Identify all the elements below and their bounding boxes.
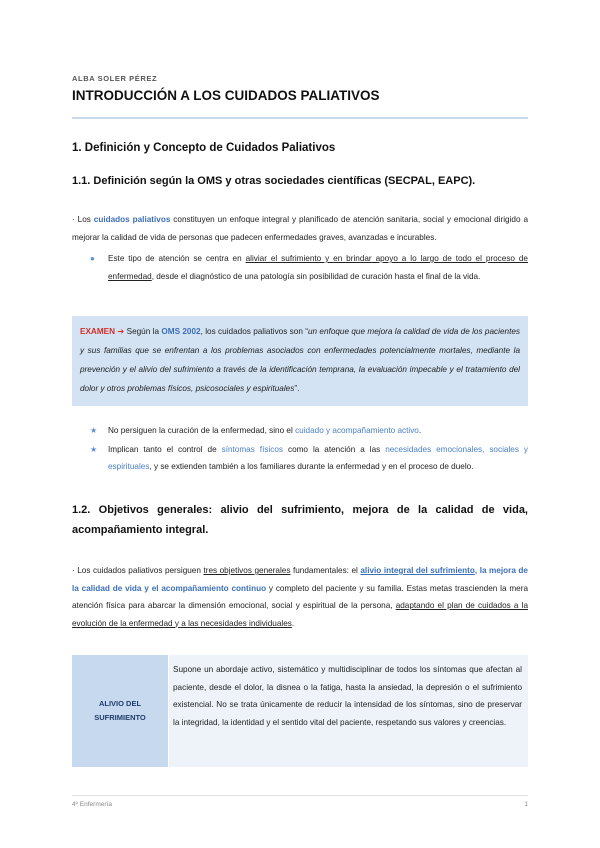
objectives-table — [72, 655, 528, 767]
objective-label — [94, 697, 146, 725]
obj-bold2: la mejora de la calidad de vida — [72, 566, 528, 593]
author-name: ALBA SOLER PÉREZ — [72, 74, 158, 83]
intro-prefix: · Los — [72, 215, 94, 224]
exam-pre: Según la — [126, 327, 162, 336]
star2-end: , y se extienden también a los familiares durante la enfermedad y en el proceso de duelo. — [149, 462, 474, 471]
objectives-table-label-cell — [72, 655, 168, 767]
exam-source: OMS 2002 — [161, 327, 201, 336]
star1-term: cuidado y acompañamiento activo — [295, 426, 419, 435]
bullet1-underlined: aliviar el sufrimiento y en brindar apoyo a lo largo de todo el proceso de enfermedad — [108, 254, 528, 281]
exam-label: EXAMEN — [80, 327, 116, 336]
obj-end: . — [291, 618, 295, 628]
objectives-table-description-cell — [169, 655, 528, 767]
star-bullets — [90, 422, 528, 476]
objectives-paragraph — [72, 562, 528, 632]
objective-description: Supone un abordaje activo, sistemático y multidisciplinar de todos los síntomas que afectan al paciente, desde el dolor, la disnea o la fatiga, hasta la ansiedad, la depresión o el sufrimiento existencial. No se trata únicamente de reducir la intensidad de los síntomas, sino de preservar la integridad, la identidad y el sentido vital del paciente, respetando sus valores y creencias. — [173, 665, 522, 727]
obj-bold3: el acompañamiento continuo — [151, 583, 267, 593]
arrow-right-icon: ➔ — [115, 327, 127, 336]
title-divider — [72, 117, 528, 119]
list-item — [90, 422, 528, 440]
footer-course: 4º Enfermería — [72, 801, 112, 808]
exam-callout-box — [72, 316, 528, 406]
star1-prefix: No persiguen la curación de la enfermedad, sino el — [108, 426, 296, 435]
footer-divider — [72, 795, 528, 796]
definition-bullets — [90, 250, 528, 285]
intro-paragraph — [72, 211, 528, 246]
exam-quote: un enfoque que mejora la calidad de vida de los pacientes y sus familias que se enfrentan a los problemas asociados con enfermedades potencialmente mortales, mediante la prevención y el alivio del sufrimiento a través de la identificación temprana, la evaluación impecable y el tratamiento del dolor y otros problemas físicos, psicosociales y espirituales — [80, 327, 520, 393]
bullet1-prefix: Este tipo de atención se centra en — [108, 254, 246, 263]
obj-mid1: fundamentales: el — [290, 566, 361, 575]
exam-callout-text — [80, 322, 520, 398]
obj-sep2: y — [141, 583, 152, 593]
star-bullet-icon: ★ — [90, 444, 98, 454]
objective-label-line2: SUFRIMIENTO — [94, 713, 146, 722]
term-cuidados-paliativos: cuidados paliativos — [93, 215, 171, 224]
obj-underlined1: tres objetivos generales — [203, 566, 291, 575]
star1-end: . — [418, 426, 422, 435]
intro-rest: constituyen un enfoque integral y planificado de atención sanitaria, social y emocional dirigido a mejorar la calidad de vida de personas que padecen enfermedades graves, avanzadas e incurables. — [72, 215, 528, 242]
obj-sep1: , — [474, 566, 480, 575]
subsection-heading-1-1: 1.1. Definición según la OMS y otras sociedades científicas (SECPAL, EAPC). — [72, 175, 476, 187]
star-bullet-icon: ★ — [90, 426, 98, 435]
exam-mid: , los cuidados paliativos son “ — [200, 327, 308, 336]
section-heading-1: 1. Definición y Concepto de Cuidados Paliativos — [72, 142, 336, 154]
star2-mid: como la atención a las — [283, 444, 386, 454]
objective-label-line1: ALIVIO DEL — [98, 699, 142, 708]
bullet-dot-icon: ● — [90, 254, 95, 263]
star2-term1: síntomas físicos — [221, 444, 283, 454]
star2-term2: necesidades emocionales, sociales y espirituales — [108, 444, 528, 471]
obj-bold1: alivio integral del sufrimiento — [360, 566, 475, 575]
star2-prefix: Implican tanto el control de — [108, 444, 222, 454]
subsection-heading-1-2: 1.2. Objetivos generales: alivio del sufrimiento, mejora de la calidad de vida, acompañamiento integral. — [72, 504, 528, 536]
obj-underlined2: adaptando el plan de cuidados a la evolución de la enfermedad y a las necesidades individuales — [72, 601, 528, 628]
bullet1-rest: , desde el diagnóstico de una patología sin posibilidad de curación hasta el final de la vida. — [151, 271, 481, 281]
obj-prefix: · Los cuidados paliativos persiguen — [72, 566, 204, 575]
footer-page-number: 1 — [524, 801, 528, 808]
list-item — [90, 250, 528, 285]
obj-mid2: y completo del paciente y su familia. Estas metas trascienden la mera atención física para abarcar la dimensión emocional, social y espiritual de la persona, — [72, 583, 529, 610]
exam-end: ”. — [294, 384, 300, 393]
list-item — [90, 441, 528, 476]
document-title: INTRODUCCIÓN A LOS CUIDADOS PALIATIVOS — [72, 88, 380, 103]
